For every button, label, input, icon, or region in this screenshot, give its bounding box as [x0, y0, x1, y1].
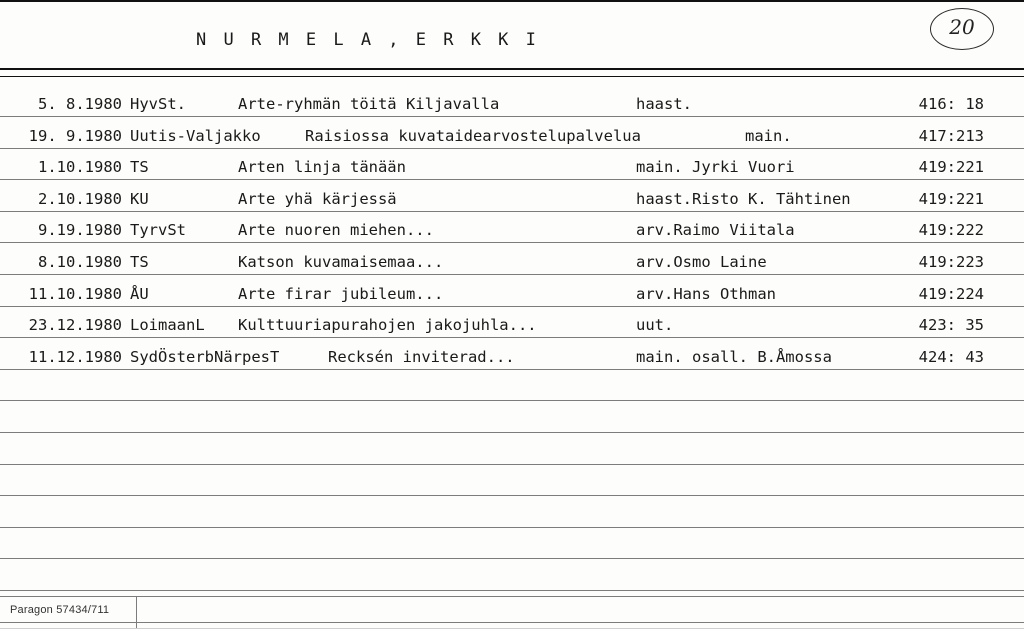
- entry-row: [0, 247, 1024, 278]
- print-code: Paragon 57434/711: [10, 604, 110, 616]
- entry-row: [0, 310, 1024, 341]
- entry-source: TyrvSt: [130, 221, 186, 239]
- entry-date: 5. 8.1980: [38, 95, 122, 113]
- header-rule-bottom-1: [0, 68, 1024, 70]
- entry-row: [0, 121, 1024, 152]
- ruled-line: [0, 590, 1024, 591]
- entry-reference: 419:223: [918, 253, 984, 271]
- ruled-line: [0, 622, 1024, 623]
- entry-date: 9.19.1980: [38, 221, 122, 239]
- entry-title: Raisiossa kuvataidearvostelupalvelua: [305, 127, 641, 145]
- footer-divider: [136, 596, 137, 629]
- entry-title: Katson kuvamaisemaa...: [238, 253, 444, 271]
- entry-note: main. osall. B.Åmossa: [636, 348, 832, 366]
- entry-note: uut.: [636, 316, 674, 334]
- entry-row: [0, 342, 1024, 373]
- footer-rule: [0, 596, 1024, 597]
- entry-reference: 423: 35: [918, 316, 984, 334]
- card-number-value: 20: [949, 15, 975, 39]
- entry-date: 11.10.1980: [28, 285, 122, 303]
- entry-title: Arte yhä kärjessä: [238, 190, 397, 208]
- entry-note: arv.Hans Othman: [636, 285, 776, 303]
- entry-title: Arte nuoren miehen...: [238, 221, 434, 239]
- ruled-line: [0, 432, 1024, 433]
- entry-source: HyvSt.: [130, 95, 186, 113]
- person-name: N U R M E L A , E R K K I: [196, 30, 540, 50]
- entry-title: Recksén inviterad...: [328, 348, 515, 366]
- entry-date: 23.12.1980: [28, 316, 122, 334]
- entry-date: 1.10.1980: [38, 158, 122, 176]
- card-number-badge: [930, 8, 996, 52]
- entry-reference: 417:213: [918, 127, 984, 145]
- ruled-line: [0, 400, 1024, 401]
- entry-source: Uutis-Valjakko: [130, 127, 261, 145]
- ruled-line: [0, 558, 1024, 559]
- entry-note: haast.: [636, 95, 692, 113]
- entry-note: main. Jyrki Vuori: [636, 158, 795, 176]
- entry-source: KU: [130, 190, 149, 208]
- entry-date: 2.10.1980: [38, 190, 122, 208]
- entry-source: SydÖsterbNärpesT: [130, 348, 280, 366]
- entry-row: [0, 152, 1024, 183]
- entry-reference: 419:222: [918, 221, 984, 239]
- entry-reference: 416: 18: [918, 95, 984, 113]
- entry-row: [0, 279, 1024, 310]
- entry-title: Arte-ryhmän töitä Kiljavalla: [238, 95, 500, 113]
- card-header: [0, 0, 1024, 72]
- entry-row: [0, 215, 1024, 246]
- entry-reference: 424: 43: [918, 348, 984, 366]
- entry-reference: 419:221: [918, 190, 984, 208]
- entry-date: 11.12.1980: [28, 348, 122, 366]
- entry-note: arv.Raimo Viitala: [636, 221, 795, 239]
- entry-source: ÅU: [130, 285, 149, 303]
- entry-note: haast.Risto K. Tähtinen: [636, 190, 851, 208]
- header-rule-top: [0, 0, 1024, 2]
- ruled-line: [0, 464, 1024, 465]
- entry-reference: 419:224: [918, 285, 984, 303]
- entry-date: 19. 9.1980: [28, 127, 122, 145]
- entry-title: Arten linja tänään: [238, 158, 406, 176]
- entry-source: TS: [130, 253, 149, 271]
- entry-title: Kulttuuriapurahojen jakojuhla...: [238, 316, 537, 334]
- entry-reference: 419:221: [918, 158, 984, 176]
- ruled-line: [0, 495, 1024, 496]
- entry-date: 8.10.1980: [38, 253, 122, 271]
- entry-source: LoimaanL: [130, 316, 205, 334]
- entry-note: main.: [745, 127, 792, 145]
- entry-row: [0, 184, 1024, 215]
- entry-title: Arte firar jubileum...: [238, 285, 444, 303]
- entry-note: arv.Osmo Laine: [636, 253, 767, 271]
- entry-row: [0, 89, 1024, 120]
- ruled-line: [0, 527, 1024, 528]
- entry-source: TS: [130, 158, 149, 176]
